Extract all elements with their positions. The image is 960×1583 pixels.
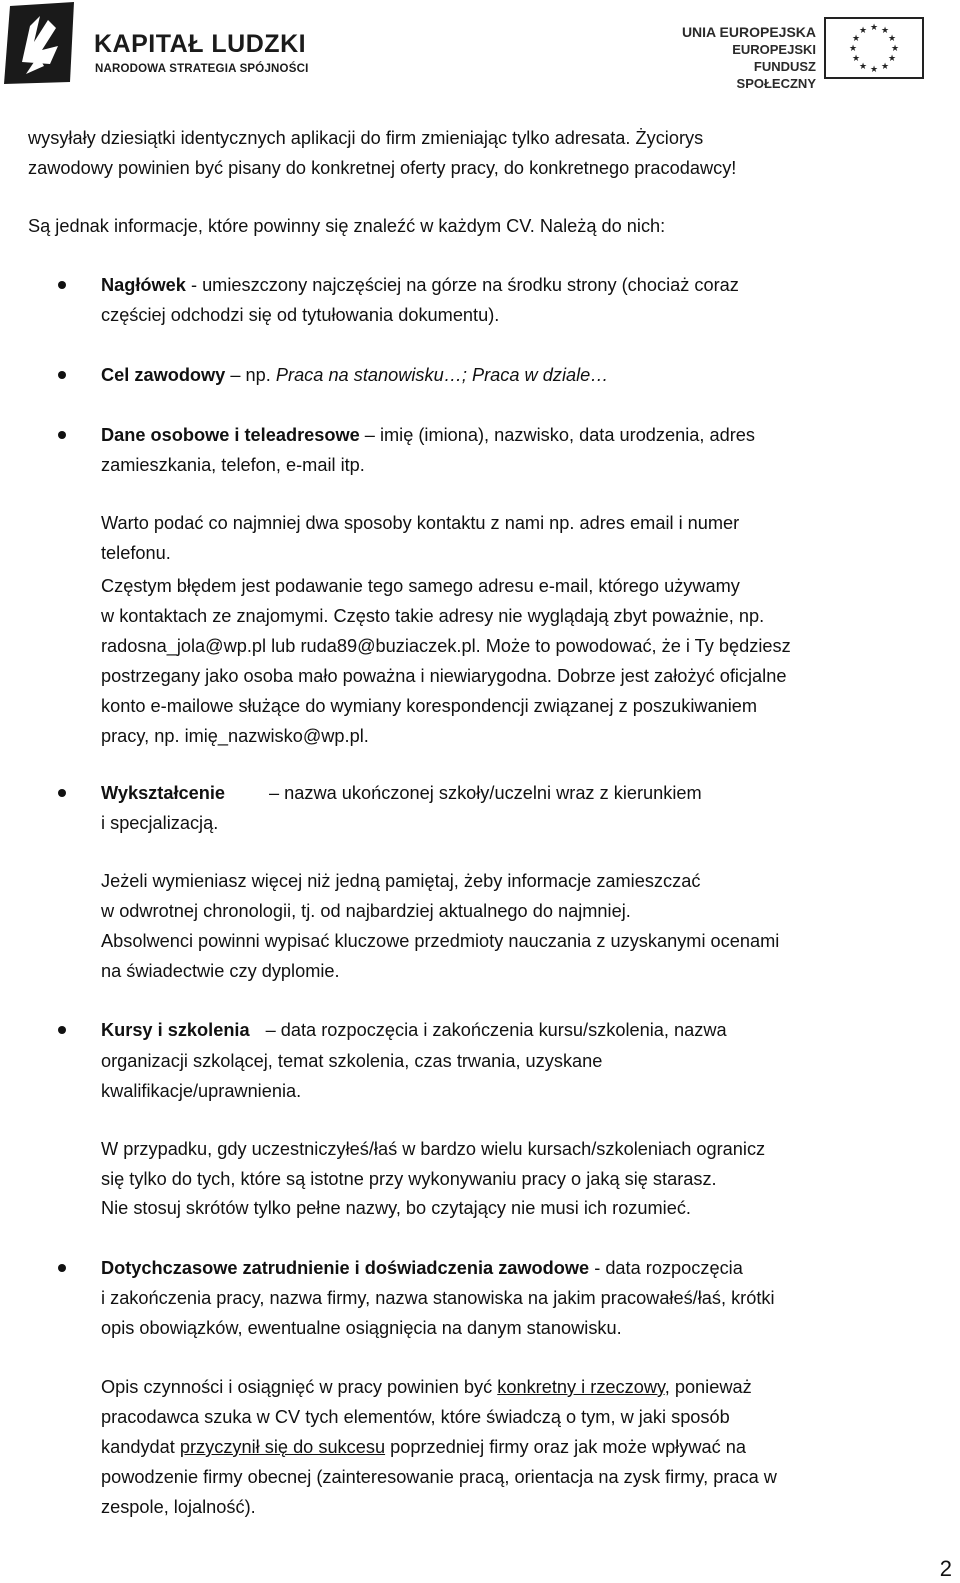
intro-line-2: zawodowy powinien być pisany do konkretnej oferty pracy, do konkretnego pracodawcy!	[28, 158, 737, 178]
zatrudnienie-para-line-3	[101, 1432, 949, 1462]
eu-flag-icon	[824, 17, 924, 79]
dane-title: Dane osobowe i teleadresowe	[101, 425, 360, 445]
zatrudnienie-para-line-2: pracodawca szuka w CV tych elementów, które świadczą o tym, w jaki sposób	[101, 1407, 730, 1427]
zatrudnienie-para-l1-underline: konkretny i rzeczowy	[497, 1377, 665, 1397]
svg-text:★: ★	[887, 34, 897, 44]
intro-line-1: wysyłały dziesiątki identycznych aplikacji do firm zmieniając tylko adresata. Życiorys	[28, 128, 704, 148]
zatrudnienie-line-2: i zakończenia pracy, nazwa firmy, nazwa stanowiska na jakim pracowałeś/łaś, krótki	[101, 1288, 775, 1308]
wyksztalcenie-title: Wykształcenie	[101, 783, 226, 803]
cel-line	[101, 360, 949, 390]
zatrudnienie-title: Dotychczasowe zatrudnienie i doświadczenia zawodowe	[101, 1258, 590, 1278]
eu-line-3: FUNDUSZ SPOŁECZNY	[736, 59, 816, 91]
dane-para1-line-1: Warto podać co najmniej dwa sposoby kontaktu z nami np. adres email i numer	[101, 513, 740, 533]
wyksztalcenie-line-1	[101, 778, 949, 808]
kapital-ludzki-logo	[4, 2, 324, 86]
kursy-text: – data rozpoczęcia i zakończenia kursu/szkolenia, nazwa	[265, 1020, 727, 1040]
svg-text:★: ★	[887, 54, 897, 64]
kursy-para-line-1: W przypadku, gdy uczestniczyłeś/łaś w bardzo wielu kursach/szkoleniach ogranicz	[101, 1139, 766, 1159]
svg-text:★: ★	[851, 54, 861, 64]
page-header	[0, 0, 960, 90]
dane-para2-line-4: postrzegany jako osoba mało poważna i niewiarygodna. Dobrze jest założyć oficjalne	[101, 666, 787, 686]
zatrudnienie-para-l3-underline: przyczynił się do sukcesu	[179, 1437, 386, 1457]
zatrudnienie-para-l1-a: Opis czynności i osiągnięć w pracy powinien być	[101, 1377, 498, 1397]
eu-logo	[676, 14, 936, 91]
dane-line-2: zamieszkania, telefon, e-mail itp.	[101, 455, 365, 475]
dane-para1-line-2: telefonu.	[101, 543, 171, 563]
zatrudnienie-para-line-1	[101, 1372, 949, 1402]
dane-para2-line-6: pracy, np. imię_nazwisko@wp.pl.	[101, 726, 369, 746]
dane-line-1	[101, 420, 949, 450]
zatrudnienie-text: - data rozpoczęcia	[589, 1258, 743, 1278]
wyksztalcenie-text: – nazwa ukończonej szkoły/uczelni wraz z kierunkiem	[269, 783, 702, 803]
dane-para2-line-5: konto e-mailowe służące do wymiany korespondencji związanej z poszukiwaniem	[101, 696, 758, 716]
brand-name: KAPITAŁ LUDZKI	[94, 30, 307, 58]
intro-line-3: Są jednak informacje, które powinny się znaleźć w każdym CV. Należą do nich:	[28, 216, 666, 236]
svg-text:★: ★	[869, 65, 879, 75]
zatrudnienie-para-l3-a: kandydat	[101, 1437, 180, 1457]
cel-dash: – np.	[225, 365, 276, 385]
naglowek-title: Nagłówek	[101, 275, 186, 295]
eu-text	[676, 24, 816, 92]
zatrudnienie-para-l1-b: , ponieważ	[664, 1377, 752, 1397]
wyksztalcenie-line-2: i specjalizacją.	[101, 813, 219, 833]
cel-example: Praca na stanowisku…; Praca w dziale…	[275, 365, 609, 385]
dane-para2-line-1: Częstym błędem jest podawanie tego samego adresu e-mail, którego używamy	[101, 576, 740, 596]
svg-text:★: ★	[880, 62, 890, 72]
svg-text:★: ★	[851, 34, 861, 44]
dane-text: – imię (imiona), nazwisko, data urodzenia, adres	[359, 425, 756, 445]
kursy-title: Kursy i szkolenia	[101, 1020, 250, 1040]
dane-para2-line-3: radosna_jola@wp.pl lub ruda89@buziaczek.pl. Może to powodować, że i Ty będziesz	[101, 636, 791, 656]
wyksztalcenie-para-line-4: na świadectwie czy dyplomie.	[101, 961, 340, 981]
dane-para2-line-2: w kontaktach ze znajomymi. Często takie adresy nie wyglądają zbyt poważnie, np.	[101, 606, 765, 626]
wyksztalcenie-para-line-1: Jeżeli wymieniasz więcej niż jedną pamiętaj, żeby informacje zamieszczać	[101, 871, 701, 891]
kursy-line-3: kwalifikacje/uprawnienia.	[101, 1081, 302, 1101]
brand-subtitle: NARODOWA STRATEGIA SPÓJNOŚCI	[95, 63, 309, 75]
zatrudnienie-line-3: opis obowiązków, ewentualne osiągnięcia na danym stanowisku.	[101, 1318, 622, 1338]
svg-text:★: ★	[858, 62, 868, 72]
kursy-line-2: organizacji szkolącej, temat szkolenia, czas trwania, uzyskane	[101, 1051, 603, 1071]
zatrudnienie-para-l3-b: poprzedniej firmy oraz jak może wpływać na	[385, 1437, 746, 1457]
kursy-para-line-2: się tylko do tych, które są istotne przy wykonywaniu pracy o jaką się starasz.	[101, 1169, 717, 1189]
eu-line-2: EUROPEJSKI	[732, 42, 816, 57]
wyksztalcenie-para-line-3: Absolwenci powinni wypisać kluczowe przedmioty nauczania z uzyskanymi ocenami	[101, 931, 780, 951]
eu-line-1: UNIA EUROPEJSKA	[681, 24, 816, 40]
svg-text:★: ★	[858, 26, 868, 36]
bullet-kursy	[58, 1026, 66, 1034]
bullet-zatrudnienie	[58, 1264, 66, 1272]
bullet-dane	[58, 431, 66, 439]
zatrudnienie-para-line-4: powodzenie firmy obecnej (zainteresowanie pracą, orientacja na zysk firmy, praca w	[101, 1467, 777, 1487]
bullet-cel	[58, 371, 66, 379]
naglowek-line-1	[101, 270, 949, 300]
bullet-naglowek	[58, 281, 66, 289]
svg-text:★: ★	[848, 44, 858, 54]
svg-text:★: ★	[869, 23, 879, 33]
naglowek-line-2: częściej odchodzi się od tytułowania dokumentu).	[101, 305, 500, 325]
kapital-ludzki-emblem-icon	[4, 2, 76, 84]
kursy-line-1	[101, 1015, 949, 1045]
svg-text:★: ★	[880, 26, 890, 36]
wyksztalcenie-para-line-2: w odwrotnej chronologii, tj. od najbardziej aktualnego do najmniej.	[101, 901, 631, 921]
kursy-para-line-3: Nie stosuj skrótów tylko pełne nazwy, bo czytający nie musi ich rozumieć.	[101, 1198, 691, 1218]
zatrudnienie-para-line-5: zespole, lojalność).	[101, 1497, 256, 1517]
naglowek-text: - umieszczony najczęściej na górze na środku strony (chociaż coraz	[185, 275, 739, 295]
cel-title: Cel zawodowy	[101, 365, 226, 385]
page-number: 2	[939, 1556, 952, 1581]
svg-text:★: ★	[890, 44, 900, 54]
bullet-wyksztalcenie	[58, 789, 66, 797]
zatrudnienie-line-1	[101, 1253, 949, 1283]
